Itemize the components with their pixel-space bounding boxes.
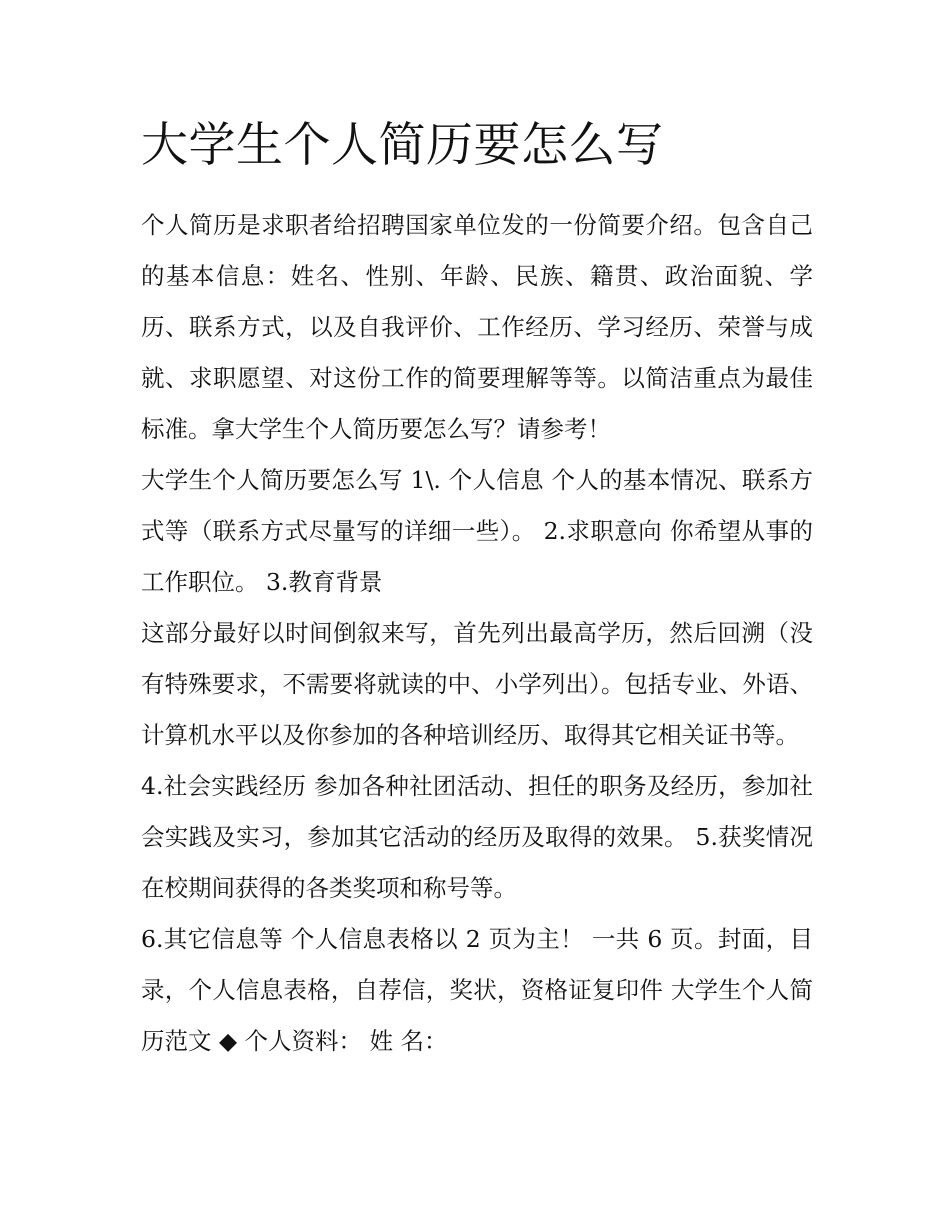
paragraph-section-6: 6.其它信息等 个人信息表格以 2 页为主！ 一共 6 页。封面，目录，个人信息表格，自荐信，奖状，资格证复印件 大学生个人简历范文 ◆ 个人资料： 姓 名： bbox=[141, 925, 813, 1055]
paragraph-education: 这部分最好以时间倒叙来写，首先列出最高学历，然后回溯（没有特殊要求，不需要将就读的中、小学列出）。包括专业、外语、计算机水平以及你参加的各种培训经历、取得其它相关证书等。 bbox=[141, 619, 813, 749]
document-title: 大学生个人简历要怎么写 bbox=[141, 118, 664, 173]
document-body bbox=[141, 200, 813, 1067]
paragraph-intro: 个人简历是求职者给招聘国家单位发的一份简要介绍。包含自己的基本信息：姓名、性别、年龄、民族、籍贯、政治面貌、学历、联系方式，以及自我评价、工作经历、学习经历、荣誉与成就、求职愿望、对这份工作的简要理解等等。以简洁重点为最佳标准。拿大学生个人简历要怎么写？请参考！ bbox=[141, 211, 813, 443]
paragraph-sections-1-3: 大学生个人简历要怎么写 1\. 个人信息 个人的基本情况、联系方式等（联系方式尽量写的详细一些）。 2.求职意向 你希望从事的工作职位。 3.教育背景 bbox=[141, 466, 813, 596]
paragraph-sections-4-5: 4.社会实践经历 参加各种社团活动、担任的职务及经历，参加社会实践及实习，参加其它活动的经历及取得的效果。 5.获奖情况 在校期间获得的各类奖项和称号等。 bbox=[141, 772, 813, 902]
